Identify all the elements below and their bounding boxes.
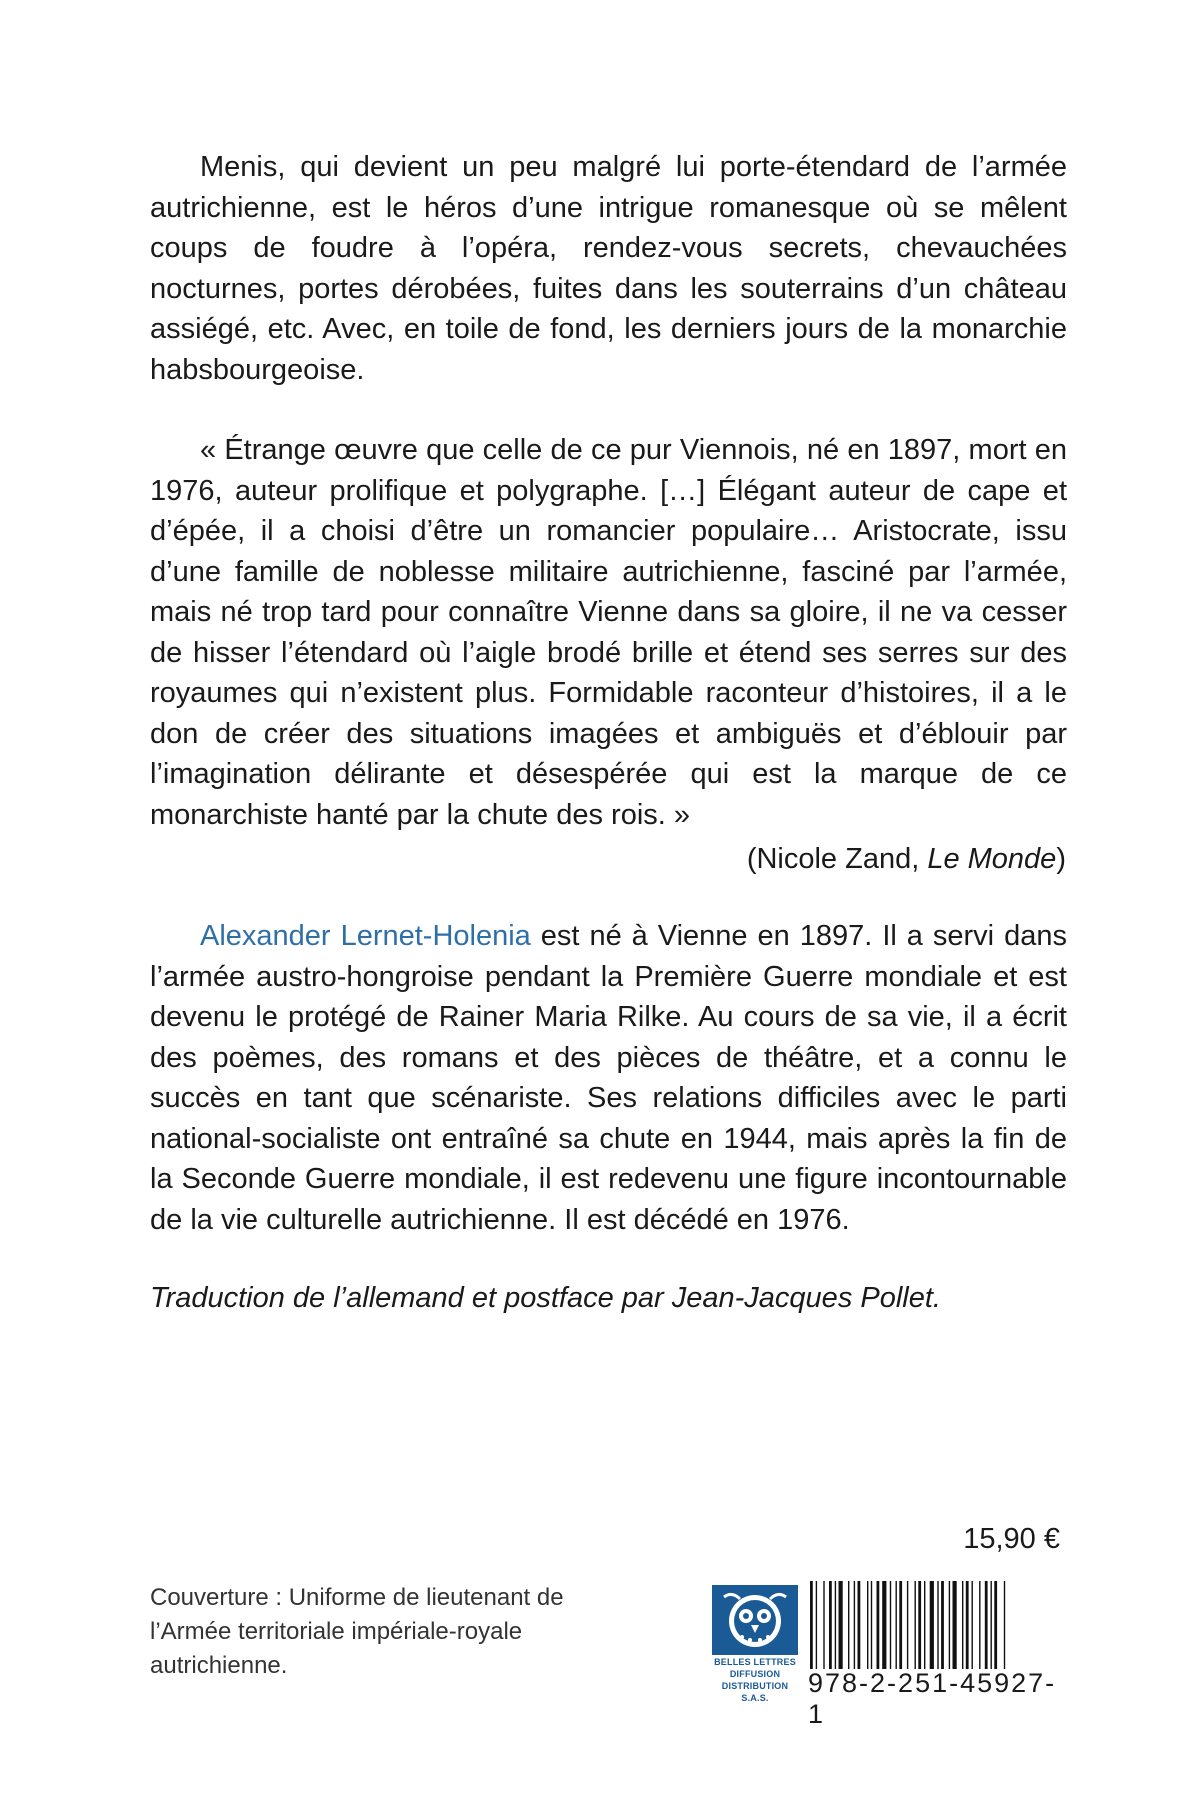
- barcode-bar: [896, 1581, 897, 1669]
- barcode-bar: [848, 1581, 849, 1669]
- barcode-bar: [810, 1581, 813, 1669]
- barcode-bar: [882, 1581, 886, 1669]
- barcode-bar: [907, 1581, 908, 1669]
- distributor-name-line3: DISTRIBUTION: [721, 1681, 789, 1691]
- author-bio-text: est né à Vienne en 1897. Il a servi dans l’armée austro-hongroise pendant la Première Guerre mondiale et est devenu le protégé de Rainer Maria Rilke. Au cours de sa vie, il a écrit des poèmes, des romans et des pièces de théâtre, et a connu le succès en tant que scénariste. Ses relations difficiles avec le parti national-socialiste ont entraîné sa chute en 1944, mais après la fin de la Seconde Guerre mondiale, il est redevenu une figure incontournable de la vie culturelle autrichienne. Il est décédé en 1976.: [150, 920, 1067, 1236]
- barcode-bar: [829, 1581, 832, 1669]
- isbn-number: 978-2-251-45927-1: [808, 1668, 1057, 1729]
- barcode-bar: [867, 1581, 868, 1669]
- barcode-bar: [962, 1581, 963, 1669]
- distributor-name-line1: BELLES LETTRES: [714, 1657, 796, 1667]
- owl-emblem-icon: [712, 1585, 798, 1655]
- barcode-bar: [994, 1581, 997, 1669]
- barcode-bar: [979, 1581, 980, 1669]
- distributor-logo: [712, 1585, 798, 1703]
- barcode-bar: [941, 1581, 944, 1669]
- quote-source-publication: Le Monde: [927, 843, 1057, 875]
- distributor-name-line2: DIFFUSION: [729, 1669, 781, 1679]
- quote-source-close: ): [1056, 843, 1066, 875]
- barcode-bar: [953, 1581, 957, 1669]
- press-quote: « Étrange œuvre que celle de ce pur Viennois, né en 1897, mort en 1976, auteur prolifique et polygraphe. […] Élégant auteur de cape et d’épée, il a choisi d’être un romancier populaire… Aristocrate, issu d’une famille de noblesse militaire autrichienne, fasciné par l’armée, mais né trop tard pour connaître Vienne dans sa gloire, il ne va cesser de hisser l’étendard où l’aigle brodé brille et étend ses serres sur des royaumes qui n’existent plus. Formidable raconteur d’histoires, il a le don de créer des situations imagées et ambiguës et d’éblouir par l’imagination délirante et désespérée qui est la marque de ce monarchiste hanté par la chute des rois. »: [150, 434, 1067, 831]
- isbn-barcode: [808, 1581, 1068, 1669]
- quote-source-open: (Nicole Zand,: [746, 843, 928, 875]
- translation-credit: Traduction de l’allemand et postface par Jean-Jacques Pollet.: [150, 1282, 941, 1314]
- barcode-bar: [985, 1581, 988, 1669]
- quote-attribution: [747, 839, 1066, 879]
- barcode-bar: [1004, 1581, 1005, 1669]
- barcode-bar: [991, 1581, 992, 1669]
- barcode-bar: [918, 1581, 921, 1669]
- cover-credit: Couverture : Uniforme de lieutenant de l’Armée territoriale impériale-royale autrichienne.: [150, 1584, 564, 1679]
- barcode-bar: [930, 1581, 934, 1669]
- barcode-bar: [871, 1581, 872, 1669]
- barcode-bar: [966, 1581, 969, 1669]
- summary-paragraph: Menis, qui devient un peu malgré lui porte-étendard de l’armée autrichienne, est le héros d’une intrigue romanesque où se mêlent coups de foudre à l’opéra, rendez-vous secrets, chevauchées nocturnes, portes dérobées, fuites dans les souterrains d’un château assiégé, etc. Avec, en toile de fond, les derniers jours de la monarchie habsbourgeoise.: [150, 151, 1067, 386]
- distributor-name-line4: S.A.S.: [741, 1693, 769, 1703]
- barcode-bar: [854, 1581, 855, 1669]
- barcode-bar: [890, 1581, 891, 1669]
- barcode-bar: [972, 1581, 973, 1669]
- barcode-bar: [937, 1581, 938, 1669]
- barcode-bar: [839, 1581, 843, 1669]
- barcode-bar: [858, 1581, 861, 1669]
- barcode-bar: [915, 1581, 916, 1669]
- price-label: 15,90 €: [963, 1523, 1060, 1555]
- barcode-bar: [924, 1581, 925, 1669]
- barcode-bar: [816, 1581, 817, 1669]
- barcode-bar: [877, 1581, 880, 1669]
- barcode-bar: [823, 1581, 824, 1669]
- barcode-bar: [899, 1581, 902, 1669]
- author-biography: [150, 916, 1067, 1240]
- author-name: Alexander Lernet-Holenia: [200, 920, 531, 952]
- barcode-bar: [949, 1581, 950, 1669]
- barcode-bar: [835, 1581, 836, 1669]
